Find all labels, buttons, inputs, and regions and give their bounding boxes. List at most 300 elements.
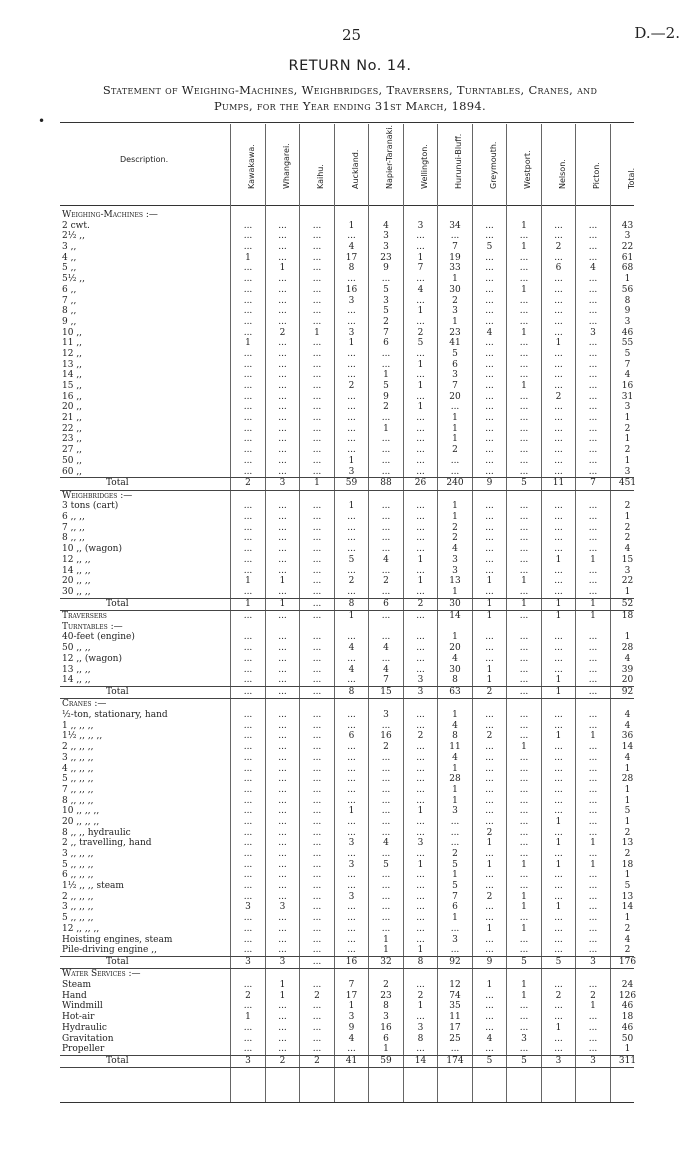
table-cell: ... — [278, 742, 287, 753]
table-cell: ... — [381, 891, 391, 902]
table-cell: ... — [519, 1001, 529, 1012]
table-cell: ... — [588, 632, 598, 643]
column-header-label: Napier-Taranaki. — [385, 124, 395, 189]
table-cell: 1 — [348, 220, 355, 231]
table-cell: 176 — [618, 956, 637, 967]
table-cell: 3 — [245, 1055, 251, 1066]
table-cell: 20 — [621, 675, 634, 686]
table-cell: ... — [416, 763, 425, 774]
section-row — [60, 969, 634, 980]
table-cell: 1 — [452, 913, 458, 924]
table-cell: ... — [312, 881, 322, 892]
table-cell: 4 — [624, 710, 631, 721]
table-cell: ... — [485, 752, 494, 763]
table-cell: ... — [485, 391, 494, 402]
row-description: 27 ,, — [62, 445, 83, 456]
table-cell: ... — [347, 359, 356, 370]
table-cell: 1 — [555, 731, 562, 742]
table-cell: 8 — [348, 598, 355, 609]
table-cell: 2 — [624, 445, 631, 456]
table-cell: 7 — [452, 891, 458, 902]
table-cell: 88 — [380, 478, 392, 489]
table-cell: ... — [416, 544, 425, 555]
table-cell: ... — [554, 455, 563, 466]
table-cell: 3 — [521, 1033, 527, 1044]
table-cell: 7 — [348, 980, 355, 991]
table-cell: 1 — [521, 891, 527, 902]
table-cell: ... — [554, 763, 563, 774]
table-cell: ... — [278, 891, 287, 902]
table-cell: 13 — [449, 576, 461, 587]
table-cell: 2 — [555, 391, 562, 402]
row-description: 16 ,, — [62, 391, 83, 402]
table-cell: ... — [416, 512, 425, 523]
table-cell: ... — [312, 913, 322, 924]
table-cell: 1 — [521, 220, 527, 231]
table-cell: ... — [243, 445, 253, 456]
table-cell: ... — [243, 381, 253, 391]
table-cell: ... — [312, 891, 322, 902]
table-cell: 1 — [624, 870, 631, 881]
row-description: Propeller — [62, 1044, 105, 1055]
table-cell: ... — [450, 838, 460, 849]
table-cell: ... — [588, 913, 598, 924]
table-cell: ... — [416, 632, 425, 643]
table-row — [60, 221, 634, 232]
table-cell: 3 — [348, 295, 355, 306]
row-description: 8 ,, — [62, 306, 77, 317]
table-row — [60, 263, 634, 274]
table-cell: 1 — [452, 413, 458, 424]
table-cell: ... — [312, 1012, 322, 1023]
table-cell: ... — [243, 327, 253, 338]
table-cell: ... — [312, 501, 322, 512]
table-cell: ... — [312, 980, 322, 991]
table-cell: ... — [312, 816, 322, 827]
table-cell: ... — [519, 643, 529, 654]
table-cell: ... — [519, 710, 529, 721]
table-cell: ... — [347, 512, 356, 523]
table-cell: ... — [554, 664, 563, 675]
table-cell: 2 — [452, 445, 458, 456]
table-cell: ... — [554, 284, 563, 295]
page-number: 25 — [342, 26, 362, 44]
table-cell: 8 — [624, 295, 631, 306]
table-row — [60, 806, 634, 817]
table-cell: 2 — [245, 478, 251, 489]
row-description: 5 ,, ,, ,, — [62, 774, 94, 785]
table-cell: ... — [416, 827, 425, 838]
table-cell: 5 — [348, 554, 355, 565]
row-description: 14 ,, ,, — [62, 675, 91, 686]
table-row — [60, 1001, 634, 1012]
table-row — [60, 913, 634, 924]
table-cell: ... — [416, 501, 425, 512]
table-cell: ... — [519, 731, 529, 742]
table-cell: 1 — [417, 576, 424, 587]
table-cell: ... — [416, 274, 425, 285]
table-cell: 2 — [314, 990, 320, 1001]
table-cell: ... — [416, 316, 425, 327]
table-cell: 1 — [383, 945, 389, 956]
table-row — [60, 1034, 634, 1045]
table-cell: ... — [485, 533, 494, 544]
table-cell: 1 — [452, 274, 458, 285]
table-cell: ... — [278, 653, 287, 664]
table-row — [60, 731, 634, 742]
table-cell: 63 — [449, 686, 461, 697]
table-cell: 311 — [618, 1055, 637, 1066]
table-cell: ... — [485, 370, 494, 381]
column-header — [334, 124, 369, 204]
table-cell: 1 — [590, 1001, 596, 1012]
table-cell: ... — [312, 263, 322, 274]
row-description: 60 ,, — [62, 466, 83, 477]
table-cell: 1 — [452, 870, 458, 881]
table-cell: 2 — [624, 423, 631, 434]
table-cell: ... — [450, 827, 460, 838]
table-cell: ... — [588, 891, 598, 902]
table-cell: ... — [554, 806, 563, 817]
table-cell: ... — [278, 359, 287, 370]
table-cell: ... — [554, 710, 563, 721]
table-row — [60, 721, 634, 732]
table-cell: 6 — [383, 598, 389, 609]
table-cell: ... — [347, 586, 356, 597]
row-description: Hot-air — [62, 1012, 95, 1023]
table-cell: ... — [243, 742, 253, 753]
table-cell: 46 — [621, 1022, 634, 1033]
column-header — [575, 124, 610, 204]
table-cell: 1 — [624, 913, 631, 924]
table-cell: 5 — [383, 306, 389, 317]
row-description: 1½ ,, ,, ,, — [62, 731, 103, 742]
table-cell: 1 — [521, 242, 527, 253]
table-cell: ... — [347, 445, 356, 456]
table-row — [60, 456, 634, 467]
table-cell: 14 — [621, 742, 634, 753]
column-header-label: Wellington. — [419, 144, 429, 189]
table-cell: 4 — [417, 284, 424, 295]
table-cell: 1 — [521, 859, 527, 870]
table-cell: ... — [243, 242, 253, 253]
table-row — [60, 632, 634, 643]
row-description: ½-ton, stationary, hand — [62, 710, 168, 721]
table-cell: ... — [312, 849, 322, 859]
table-cell: ... — [312, 231, 322, 242]
row-description: Cranes :— — [62, 699, 107, 710]
table-cell: ... — [347, 423, 356, 434]
table-cell: ... — [554, 849, 563, 859]
table-cell: ... — [312, 586, 322, 597]
row-description: 6 ,, ,, — [62, 512, 85, 523]
table-cell: 1 — [521, 990, 527, 1001]
table-cell: ... — [519, 849, 529, 859]
table-cell: 3 — [452, 565, 458, 576]
table-cell: ... — [588, 434, 598, 445]
row-description: Turntables :— — [62, 621, 123, 632]
table-cell: 22 — [621, 576, 634, 587]
column-header — [472, 124, 507, 204]
table-cell: 7 — [383, 327, 389, 338]
table-cell: ... — [243, 774, 253, 785]
table-cell: ... — [278, 284, 287, 295]
table-cell: ... — [312, 827, 322, 838]
table-cell: ... — [554, 870, 563, 881]
table-cell: ... — [347, 784, 356, 795]
table-cell: 16 — [345, 956, 358, 967]
table-cell: 4 — [348, 1033, 355, 1044]
table-cell: ... — [278, 632, 287, 643]
table-cell: ... — [278, 252, 287, 263]
table-cell: 1 — [383, 1044, 389, 1055]
table-row — [60, 849, 634, 860]
table-cell: ... — [381, 512, 391, 523]
table-cell: ... — [485, 263, 494, 274]
table-cell: ... — [278, 370, 287, 381]
table-cell: 12 — [449, 980, 461, 991]
table-cell: 16 — [380, 1022, 392, 1033]
total-row — [60, 1055, 637, 1069]
table-row — [60, 445, 634, 456]
table-cell: ... — [312, 643, 322, 654]
table-cell: ... — [312, 731, 322, 742]
table-cell: ... — [312, 611, 322, 622]
table-cell: 1 — [314, 327, 320, 338]
table-cell: 28 — [449, 774, 461, 785]
table-cell: ... — [243, 891, 253, 902]
table-cell: ... — [278, 522, 287, 533]
table-row — [60, 796, 634, 807]
table-cell: ... — [519, 512, 529, 523]
table-cell: ... — [416, 664, 425, 675]
table-cell: ... — [312, 220, 322, 231]
column-header-label: Auckland. — [350, 149, 360, 189]
table-cell: 2 — [452, 849, 458, 859]
table-cell: ... — [347, 533, 356, 544]
table-cell: ... — [416, 870, 425, 881]
table-row — [60, 753, 634, 764]
table-cell: ... — [588, 512, 598, 523]
table-cell: ... — [347, 391, 356, 402]
table-cell: ... — [347, 827, 356, 838]
table-cell: 1 — [452, 795, 458, 806]
table-cell: ... — [347, 402, 356, 413]
table-cell: ... — [243, 306, 253, 317]
table-cell: ... — [588, 455, 598, 466]
table-cell: ... — [450, 402, 460, 413]
table-cell: ... — [278, 763, 287, 774]
table-cell: 2 — [555, 990, 562, 1001]
table-cell: ... — [243, 348, 253, 359]
table-cell: 126 — [618, 990, 637, 1001]
table-cell: ... — [519, 455, 529, 466]
table-cell: ... — [519, 881, 529, 892]
table-cell: 1 — [348, 806, 355, 817]
table-cell: 1 — [624, 455, 631, 466]
table-cell: ... — [554, 306, 563, 317]
table-cell: ... — [312, 806, 322, 817]
table-cell: ... — [381, 849, 391, 859]
table-cell: ... — [312, 252, 322, 263]
table-cell: ... — [243, 402, 253, 413]
table-cell: ... — [485, 774, 494, 785]
row-description: Weighbridges :— — [62, 490, 133, 501]
row-description: 3 ,, — [62, 242, 77, 253]
table-cell: 7 — [383, 675, 389, 686]
table-cell: ... — [243, 263, 253, 274]
table-cell: 18 — [621, 859, 634, 870]
table-cell: ... — [588, 881, 598, 892]
table-cell: ... — [243, 710, 253, 721]
table-cell: ... — [312, 795, 322, 806]
table-cell: ... — [243, 849, 253, 859]
table-row — [60, 467, 634, 478]
table-cell: 1 — [624, 632, 631, 643]
table-cell: 11 — [552, 478, 565, 489]
table-cell: 5 — [452, 859, 458, 870]
table-cell: ... — [519, 338, 529, 349]
table-cell: ... — [485, 295, 494, 306]
table-cell: ... — [243, 763, 253, 774]
table-cell: ... — [243, 391, 253, 402]
table-cell: ... — [519, 752, 529, 763]
column-header-label: Kawakawa. — [247, 144, 257, 189]
row-description: 8 ,, ,, ,, — [62, 795, 94, 806]
table-cell: ... — [519, 1012, 529, 1023]
table-cell: ... — [485, 522, 494, 533]
table-cell: ... — [312, 934, 322, 945]
table-cell: ... — [416, 784, 425, 795]
table-cell: 1 — [279, 990, 286, 1001]
table-cell: 1 — [555, 675, 562, 686]
table-cell: ... — [416, 565, 425, 576]
table-cell: ... — [347, 763, 356, 774]
table-cell: ... — [485, 413, 494, 424]
table-cell: ... — [588, 653, 598, 664]
table-cell: 451 — [618, 478, 637, 489]
table-row — [60, 424, 634, 435]
table-cell: ... — [243, 455, 253, 466]
table-cell: 17 — [345, 990, 358, 1001]
table-cell: ... — [519, 784, 529, 795]
table-cell: ... — [312, 370, 322, 381]
table-cell: ... — [416, 934, 425, 945]
table-cell: ... — [485, 1044, 494, 1055]
table-row — [60, 924, 634, 935]
table-cell: ... — [588, 1022, 598, 1033]
table-cell: ... — [519, 1044, 529, 1055]
table-cell: 6 — [348, 731, 355, 742]
table-cell: ... — [519, 522, 529, 533]
table-cell: ... — [243, 611, 253, 622]
table-cell: ... — [554, 881, 563, 892]
table-cell: 1 — [555, 859, 562, 870]
row-description: 13 ,, ,, — [62, 664, 91, 675]
table-cell: ... — [554, 533, 563, 544]
table-cell: 28 — [621, 774, 634, 785]
table-cell: ... — [243, 838, 253, 849]
table-cell: 5 — [624, 348, 631, 359]
table-cell: 1 — [624, 795, 631, 806]
table-cell: ... — [243, 284, 253, 295]
table-cell: 30 — [449, 284, 461, 295]
table-cell: ... — [312, 423, 322, 434]
table-cell: ... — [450, 945, 460, 956]
table-cell: ... — [347, 902, 356, 913]
table-cell: 2 — [417, 327, 424, 338]
table-cell: ... — [243, 806, 253, 817]
table-cell: 24 — [621, 980, 634, 991]
table-cell: 2 — [383, 576, 389, 587]
table-cell: ... — [554, 742, 563, 753]
table-cell: 15 — [621, 554, 634, 565]
row-description: 5 ,, ,, ,, — [62, 913, 94, 924]
column-header-label: Picton. — [592, 162, 602, 189]
table-cell: 1 — [555, 611, 562, 622]
table-cell: ... — [416, 533, 425, 544]
table-cell: ... — [312, 316, 322, 327]
table-cell: 8 — [452, 731, 458, 742]
table-cell: ... — [243, 466, 253, 477]
row-description: 7 ,, — [62, 295, 77, 306]
table-row — [60, 902, 634, 913]
row-description: 3 ,, ,, ,, — [62, 849, 94, 859]
table-cell: 3 — [279, 902, 286, 913]
table-cell: 1 — [590, 859, 596, 870]
table-cell: ... — [278, 611, 287, 622]
table-cell: 1 — [624, 413, 631, 424]
row-description: 10 ,, — [62, 327, 83, 338]
table-cell: 22 — [621, 242, 634, 253]
table-cell: ... — [416, 643, 425, 654]
table-cell: ... — [416, 348, 425, 359]
table-cell: ... — [588, 381, 598, 391]
row-description: 5 ,, — [62, 263, 77, 274]
table-cell: ... — [416, 902, 425, 913]
table-row — [60, 881, 634, 892]
column-header — [541, 124, 576, 204]
table-cell: ... — [554, 980, 563, 991]
table-cell: ... — [381, 413, 391, 424]
total-row — [60, 477, 637, 491]
table-cell: ... — [554, 423, 563, 434]
table-cell: ... — [312, 338, 322, 349]
table-cell: ... — [519, 653, 529, 664]
table-cell: 1 — [555, 598, 562, 609]
table-cell: 5 — [555, 956, 562, 967]
table-cell: ... — [312, 945, 322, 956]
table-cell: ... — [416, 849, 425, 859]
table-cell: ... — [381, 653, 391, 664]
table-cell: ... — [278, 554, 287, 565]
table-cell: ... — [243, 643, 253, 654]
table-cell: ... — [278, 795, 287, 806]
table-cell: 7 — [452, 381, 458, 391]
table-cell: ... — [243, 720, 253, 731]
row-description: Hand — [62, 990, 87, 1001]
table-cell: ... — [278, 445, 287, 456]
table-cell: ... — [588, 413, 598, 424]
table-row — [60, 566, 634, 577]
table-cell: ... — [416, 413, 425, 424]
table-cell: 3 — [417, 1022, 424, 1033]
table-cell: 3 — [245, 956, 251, 967]
table-cell: ... — [416, 1012, 425, 1023]
row-description: 23 ,, — [62, 434, 83, 445]
table-cell: ... — [416, 434, 425, 445]
table-cell: 52 — [621, 598, 634, 609]
